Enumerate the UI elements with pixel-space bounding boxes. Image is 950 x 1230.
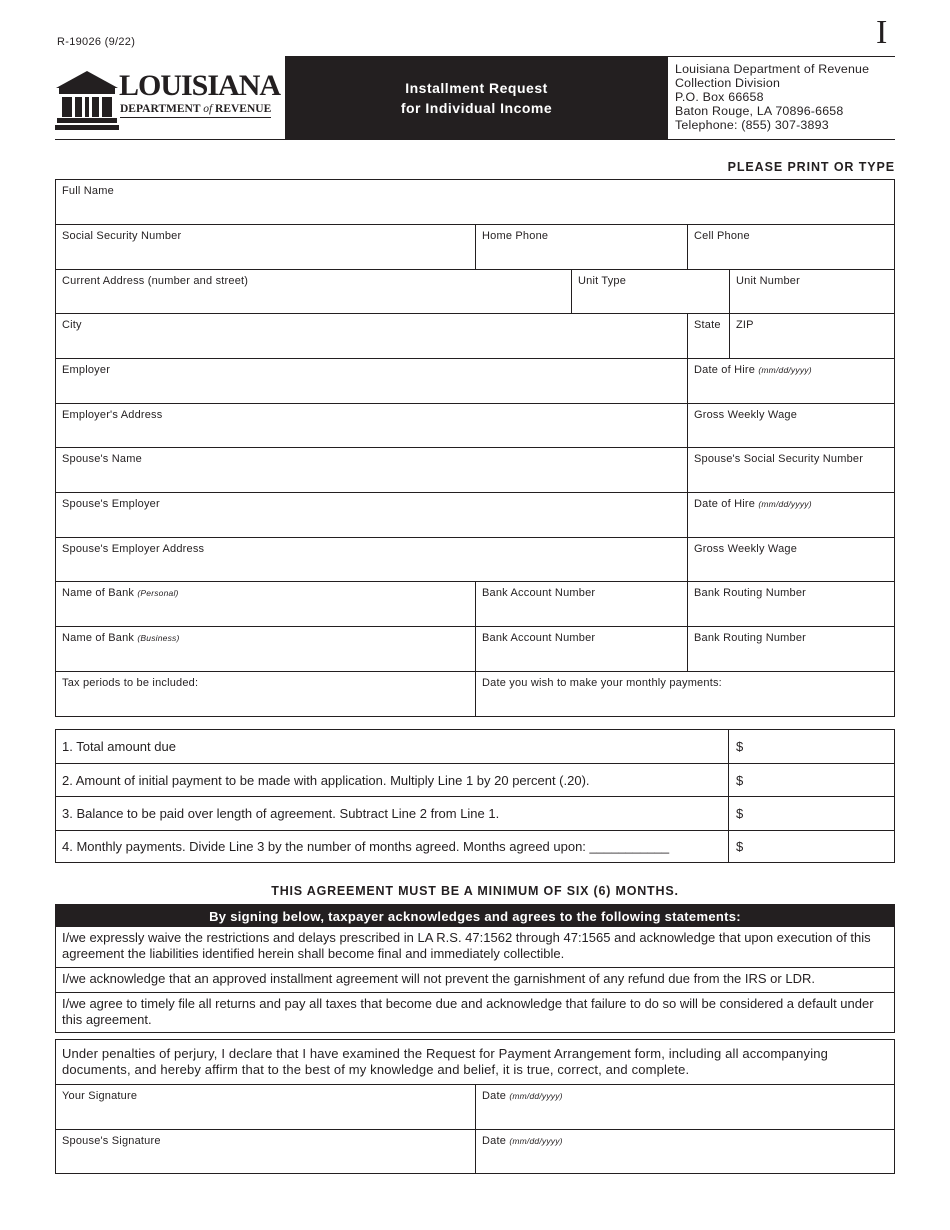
zip-label: ZIP	[736, 319, 754, 331]
state-field[interactable]	[688, 314, 730, 359]
spouse-name-field[interactable]	[56, 448, 688, 493]
bank-routing-personal-label: Bank Routing Number	[694, 587, 807, 599]
form-title-banner	[285, 56, 668, 140]
dollar-sign: $	[736, 806, 744, 821]
gross-weekly-wage-label: Gross Weekly Wage	[694, 409, 798, 421]
city-label: City	[62, 319, 82, 331]
employer-address-field[interactable]	[56, 404, 688, 448]
logo-subtitle	[120, 102, 271, 118]
unit-type-label: Unit Type	[578, 275, 627, 287]
zip-field[interactable]	[730, 314, 894, 359]
spouse-signature-date-field[interactable]	[476, 1130, 894, 1173]
cell-phone-label: Cell Phone	[694, 230, 750, 242]
bank-name-personal-field[interactable]	[56, 582, 476, 627]
minimum-term-notice: THIS AGREEMENT MUST BE A MINIMUM OF SIX (6) MONTHS.	[271, 884, 679, 898]
form-title-line1: Installment Request	[405, 80, 548, 96]
bank-account-business-field[interactable]	[476, 627, 688, 672]
ldr-logo	[55, 68, 280, 130]
unit-type-field[interactable]	[572, 270, 730, 314]
dollar-sign: $	[736, 772, 744, 788]
bank-name-business-label: Name of Bank	[62, 632, 135, 644]
home-phone-field[interactable]	[476, 225, 688, 270]
full-name-label: Full Name	[62, 185, 114, 197]
balance-amount-field[interactable]	[728, 797, 894, 830]
logo-divider	[55, 139, 285, 140]
logo-subtitle-of: of	[203, 103, 213, 115]
address-line: Telephone: (855) 307-3893	[675, 118, 829, 132]
spouse-gross-weekly-wage-field[interactable]	[688, 538, 894, 582]
spouse-date-of-hire-label: Date of Hire	[694, 498, 756, 510]
bank-routing-personal-field[interactable]	[688, 582, 894, 627]
bank-account-business-label: Bank Account Number	[482, 632, 596, 644]
your-signature-field[interactable]	[56, 1085, 476, 1130]
logo-name: LOUISIANA	[119, 69, 281, 102]
form-number: R-19026 (9/22)	[57, 36, 136, 48]
bank-routing-business-field[interactable]	[688, 627, 894, 672]
agreement-statement: I/we expressly waive the restrictions and delays prescribed in LA R.S. 47:1562 through 47:1565 and acknowledge that upon execution of this agreement the liabilities identified herein shall become final and immediately collectible.	[56, 927, 894, 968]
total-due-amount-field[interactable]	[728, 730, 894, 763]
spouse-ssn-field[interactable]	[688, 448, 894, 493]
calc-row-initial-payment	[56, 764, 894, 797]
form-letter: I	[876, 14, 888, 51]
logo-subtitle-revenue: REVENUE	[215, 103, 272, 115]
calc-line-label: 2. Amount of initial payment to be made with application. Multiply Line 1 by 20 percent (.20).	[62, 772, 590, 788]
personal-hint: (Personal)	[137, 588, 179, 598]
agreement-statement: I/we agree to timely file all returns and pay all taxes that become due and acknowledge that failure to do so will be considered a default under this agreement.	[62, 996, 874, 1027]
calc-line-label: 4. Monthly payments. Divide Line 3 by the number of months agreed. Months agreed upon: ___________	[62, 839, 670, 854]
state-label: State	[694, 319, 721, 331]
spouse-ssn-label: Spouse's Social Security Number	[694, 453, 864, 465]
calc-row-balance	[56, 797, 894, 831]
employer-label: Employer	[62, 364, 111, 376]
address-line: Collection Division	[675, 76, 781, 90]
calc-line-label: 3. Balance to be paid over length of agreement. Subtract Line 2 from Line 1.	[62, 806, 500, 821]
employer-field[interactable]	[56, 359, 688, 404]
date-of-hire-label: Date of Hire	[694, 364, 756, 376]
address-line: Louisiana Department of Revenue	[675, 62, 870, 76]
bank-account-personal-field[interactable]	[476, 582, 688, 627]
tax-periods-field[interactable]	[56, 672, 476, 716]
spouse-employer-label: Spouse's Employer	[62, 498, 160, 510]
date-format-hint: (mm/dd/yyyy)	[758, 365, 812, 375]
date-label: Date	[482, 1090, 507, 1102]
print-notice: PLEASE PRINT OR TYPE	[727, 160, 895, 174]
address-line: Baton Rouge, LA 70896-6658	[675, 104, 844, 118]
spouse-employer-address-field[interactable]	[56, 538, 688, 582]
spouse-name-label: Spouse's Name	[62, 453, 142, 465]
bank-routing-business-label: Bank Routing Number	[694, 632, 807, 644]
perjury-declaration: Under penalties of perjury, I declare that I have examined the Request for Payment Arrangement form, including all accompanying documents, and hereby affirm that to the best of my knowledge and belief, it is true, correct, and complete.	[56, 1040, 894, 1085]
bank-account-personal-label: Bank Account Number	[482, 587, 596, 599]
dollar-sign: $	[736, 839, 744, 854]
address-line: P.O. Box 66658	[675, 90, 764, 104]
agreement-statement: I/we acknowledge that an approved installment agreement will not prevent the garnishment of any refund due from the IRS or LDR.	[56, 968, 894, 993]
initial-payment-amount-field[interactable]	[728, 764, 894, 796]
your-signature-date-field[interactable]	[476, 1085, 894, 1130]
mailing-address	[668, 56, 895, 140]
spouse-employer-address-label: Spouse's Employer Address	[62, 543, 205, 555]
calc-line-label: 1. Total amount due	[62, 739, 176, 754]
full-name-field[interactable]	[56, 180, 894, 225]
date-format-hint: (mm/dd/yyyy)	[509, 1136, 563, 1146]
form-title-line2: for Individual Income	[400, 100, 553, 116]
date-format-hint: (mm/dd/yyyy)	[758, 499, 812, 509]
monthly-payment-amount-field[interactable]	[728, 831, 894, 862]
your-signature-label: Your Signature	[62, 1090, 138, 1102]
agreement-header: By signing below, taxpayer acknowledges and agrees to the following statements:	[56, 905, 894, 927]
agreement-statements	[55, 904, 895, 1033]
employer-address-label: Employer's Address	[62, 409, 163, 421]
current-address-label: Current Address (number and street)	[62, 275, 249, 287]
cell-phone-field[interactable]	[688, 225, 894, 270]
current-address-field[interactable]	[56, 270, 572, 314]
business-hint: (Business)	[137, 633, 180, 643]
date-of-hire-field[interactable]	[688, 359, 894, 404]
bank-name-business-field[interactable]	[56, 627, 476, 672]
calc-row-total-due	[56, 730, 894, 764]
spouse-employer-field[interactable]	[56, 493, 688, 538]
ssn-field[interactable]	[56, 225, 476, 270]
spouse-date-of-hire-field[interactable]	[688, 493, 894, 538]
city-field[interactable]	[56, 314, 688, 359]
logo-subtitle-department: DEPARTMENT	[120, 103, 201, 115]
date-label: Date	[482, 1135, 507, 1147]
gross-weekly-wage-field[interactable]	[688, 404, 894, 448]
spouse-signature-field[interactable]	[56, 1130, 476, 1173]
ssn-label: Social Security Number	[62, 230, 182, 242]
payment-date-field[interactable]	[476, 672, 894, 716]
payment-date-label: Date you wish to make your monthly payments:	[482, 677, 722, 689]
calc-row-monthly-payment	[56, 831, 894, 862]
bank-name-personal-label: Name of Bank	[62, 587, 135, 599]
home-phone-label: Home Phone	[482, 230, 549, 242]
spouse-gross-weekly-wage-label: Gross Weekly Wage	[694, 543, 798, 555]
spouse-signature-label: Spouse's Signature	[62, 1135, 161, 1147]
unit-number-label: Unit Number	[736, 275, 800, 287]
dollar-sign: $	[736, 739, 744, 754]
unit-number-field[interactable]	[730, 270, 894, 314]
taxpayer-info-grid	[55, 179, 895, 717]
payment-calculation-table	[55, 729, 895, 863]
signature-section	[55, 1039, 895, 1174]
tax-periods-label: Tax periods to be included:	[62, 677, 199, 689]
date-format-hint: (mm/dd/yyyy)	[509, 1091, 563, 1101]
